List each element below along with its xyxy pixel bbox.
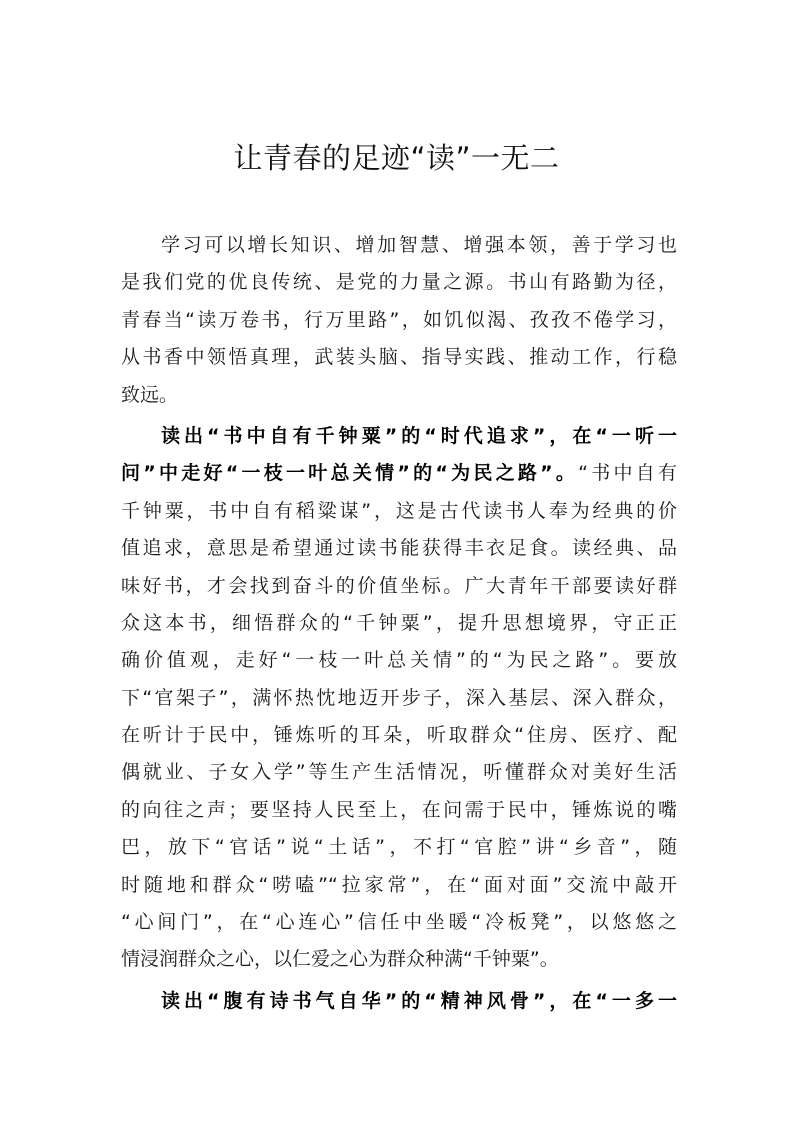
bold-heading-tail: 问”中走好“一枝一叶总关情”的“为民之路”。 [121,462,579,485]
text-line: 是我们党的优良传统、是党的力量之源。书山有路勤为径， [121,271,677,294]
paragraph-3 [121,983,677,1020]
document-title: 让青春的足迹“读”一无二 [233,141,560,175]
text-segment: “书中自有 [578,462,677,485]
document-body [121,227,677,1024]
paragraph-1 [121,227,677,414]
text-line: 千钟粟，书中自有稻粱谋”，这是古代读书人奉为经典的价 [121,499,677,522]
bold-heading-line: 读出“书中自有千钟粟”的“时代追求”，在“一听一 [161,424,677,447]
text-line: 味好书，才会找到奋斗的价值坐标。广大青年干部要读好群 [121,574,677,597]
text-line: 青春当“读万卷书，行万里路”，如饥似渴、孜孜不倦学习， [121,308,677,331]
text-line: “心间门”，在“心连心”信任中坐暖“冷板凳”，以悠悠之 [121,911,677,934]
text-line: 下“官架子”，满怀热忱地迈开步子，深入基层、深入群众， [121,686,677,709]
mixed-line [121,455,677,492]
text-line: 学习可以增长知识、增加智慧、增强本领，善于学习也 [161,234,677,256]
paragraph-2 [121,418,677,979]
bold-heading-line: 读出“腹有诗书气自华”的“精神风骨”，在“一多一 [161,989,677,1012]
text-line: 众这本书，细悟群众的“千钟粟”，提升思想境界，守正正 [121,611,677,634]
text-line: 确价值观，走好“一枝一叶总关情”的“为民之路”。要放 [121,649,677,672]
text-line: 致远。 [121,383,179,406]
text-line: 从书香中领悟真理，武装头脑、指导实践、推动工作，行稳 [121,346,677,369]
text-line: 时随地和群众“唠嗑”“拉家常”，在“面对面”交流中敲开 [121,873,677,896]
text-line: 偶就业、子女入学”等生产生活情况，听懂群众对美好生活 [121,761,677,784]
text-line: 巴，放下“官话”说“土话”，不打“官腔”讲“乡音”，随 [121,836,677,859]
text-line: 情浸润群众之心，以仁爱之心为群众种满“千钟粟”。 [121,948,559,971]
text-line: 在听计于民中，锤炼听的耳朵，听取群众“住房、医疗、配 [121,724,677,747]
text-line: 值追求，意思是希望通过读书能获得丰衣足食。读经典、品 [121,537,677,560]
text-line: 的向往之声；要坚持人民至上，在问需于民中，锤炼说的嘴 [121,798,677,821]
